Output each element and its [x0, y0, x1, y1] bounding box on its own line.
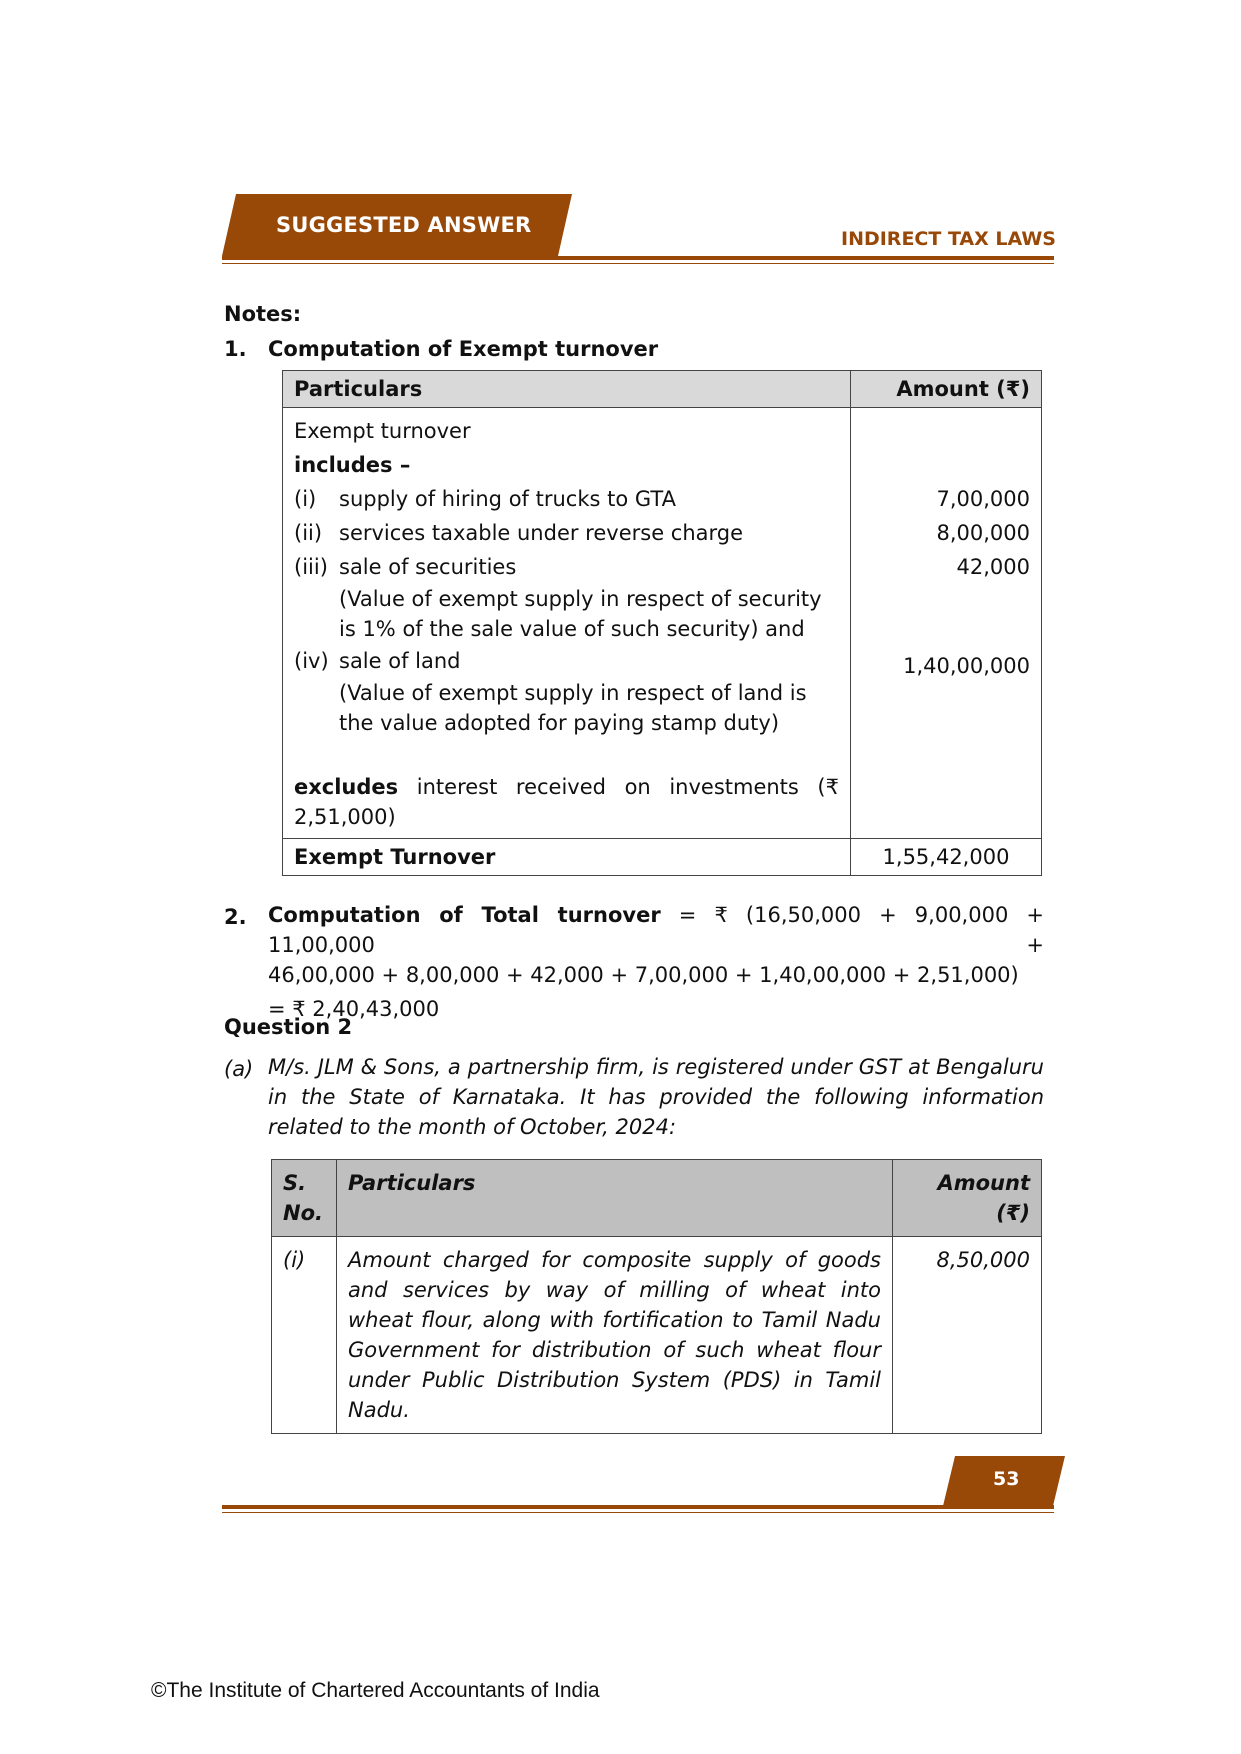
- notes-heading: Notes:: [224, 302, 302, 326]
- table-row: [272, 1237, 1042, 1434]
- note2-formula-line1: = ₹ (16,50,000 + 9,00,000 + 11,00,000 +: [268, 903, 1044, 957]
- exempt-turnover-table: [282, 370, 1042, 876]
- item-amount: 42,000: [956, 555, 1030, 579]
- note1-title: Computation of Exempt turnover: [268, 337, 659, 361]
- col-sno: S. No.: [272, 1160, 337, 1237]
- copyright: ©The Institute of Chartered Accountants of India: [151, 1679, 600, 1702]
- item-amount: 1,40,00,000: [903, 654, 1030, 678]
- header-rule: [222, 256, 1054, 260]
- row-sno: (i): [272, 1237, 337, 1434]
- list-item: [294, 482, 839, 516]
- list-item: [294, 550, 839, 584]
- footer-rule: [222, 1505, 1054, 1509]
- item-text: sale of securities: [339, 555, 517, 579]
- intro-text: Exempt turnover: [294, 419, 471, 443]
- table-header-row: [272, 1160, 1042, 1237]
- col-particulars: Particulars: [337, 1160, 893, 1237]
- note2-body: [268, 900, 1044, 1024]
- excludes-line: [294, 772, 839, 802]
- question-table: [271, 1159, 1042, 1434]
- particulars-cell: [283, 408, 851, 839]
- question-part-label: (a): [224, 1057, 254, 1081]
- page-number: 53: [993, 1468, 1020, 1490]
- list-item: [294, 516, 839, 550]
- item-note: (Value of exempt supply in respect of land is the value adopted for paying stamp duty): [339, 681, 807, 735]
- table-header-row: [283, 371, 1042, 408]
- footer-rule-thin: [222, 1512, 1054, 1513]
- total-label: Exempt Turnover: [283, 839, 851, 876]
- question-intro: M/s. JLM & Sons, a partnership firm, is registered under GST at Bengaluru in the State of Karnataka. It has provided the following information related to the month of October, 2024:: [268, 1055, 1044, 1139]
- item-label: (i): [294, 487, 317, 511]
- note1-number: 1.: [224, 337, 247, 361]
- excludes-label: excludes: [294, 775, 399, 799]
- row-particulars: Amount charged for composite supply of goods and services by way of milling of wheat into wheat flour, along with fortification to Tamil Nadu Government for distribution of such wheat flour under Public Distribution System (PDS) in Tamil Nadu.: [337, 1237, 893, 1434]
- excludes-text: interest received on investments (₹: [416, 775, 839, 799]
- item-label: (iii): [294, 555, 328, 579]
- note2-result: = ₹ 2,40,43,000: [268, 997, 440, 1021]
- item-label: (iv): [294, 649, 329, 673]
- item-text: services taxable under reverse charge: [339, 521, 744, 545]
- item-label: (ii): [294, 521, 323, 545]
- item-amount: 8,00,000: [936, 521, 1030, 545]
- col-amount: Amount (₹): [893, 1160, 1042, 1237]
- header-rule-thin: [222, 263, 1054, 264]
- row-amount: 8,50,000: [893, 1237, 1042, 1434]
- item-note: (Value of exempt supply in respect of security is 1% of the sale value of such security) and: [339, 587, 822, 641]
- subject-title: INDIRECT TAX LAWS: [841, 228, 1056, 250]
- note2-title: Computation of Total turnover: [268, 903, 661, 927]
- item-text: sale of land: [339, 649, 461, 673]
- includes-label: includes –: [294, 453, 411, 477]
- list-item: [294, 644, 839, 678]
- table-total-row: [283, 839, 1042, 876]
- header-tab-label: SUGGESTED ANSWER: [276, 213, 532, 237]
- note2-number: 2.: [224, 905, 247, 929]
- excludes-amount: 2,51,000): [294, 805, 396, 829]
- note2-formula-line2: 46,00,000 + 8,00,000 + 42,000 + 7,00,000 + 1,40,00,000 + 2,51,000): [268, 963, 1019, 987]
- amount-cell: [851, 408, 1042, 839]
- item-text: supply of hiring of trucks to GTA: [339, 487, 676, 511]
- table-body-row: [283, 408, 1042, 839]
- total-amount: 1,55,42,000: [851, 839, 1042, 876]
- question-heading: Question 2: [224, 1015, 353, 1039]
- col-amount: Amount (₹): [851, 371, 1042, 408]
- item-amount: 7,00,000: [936, 487, 1030, 511]
- col-particulars: Particulars: [283, 371, 851, 408]
